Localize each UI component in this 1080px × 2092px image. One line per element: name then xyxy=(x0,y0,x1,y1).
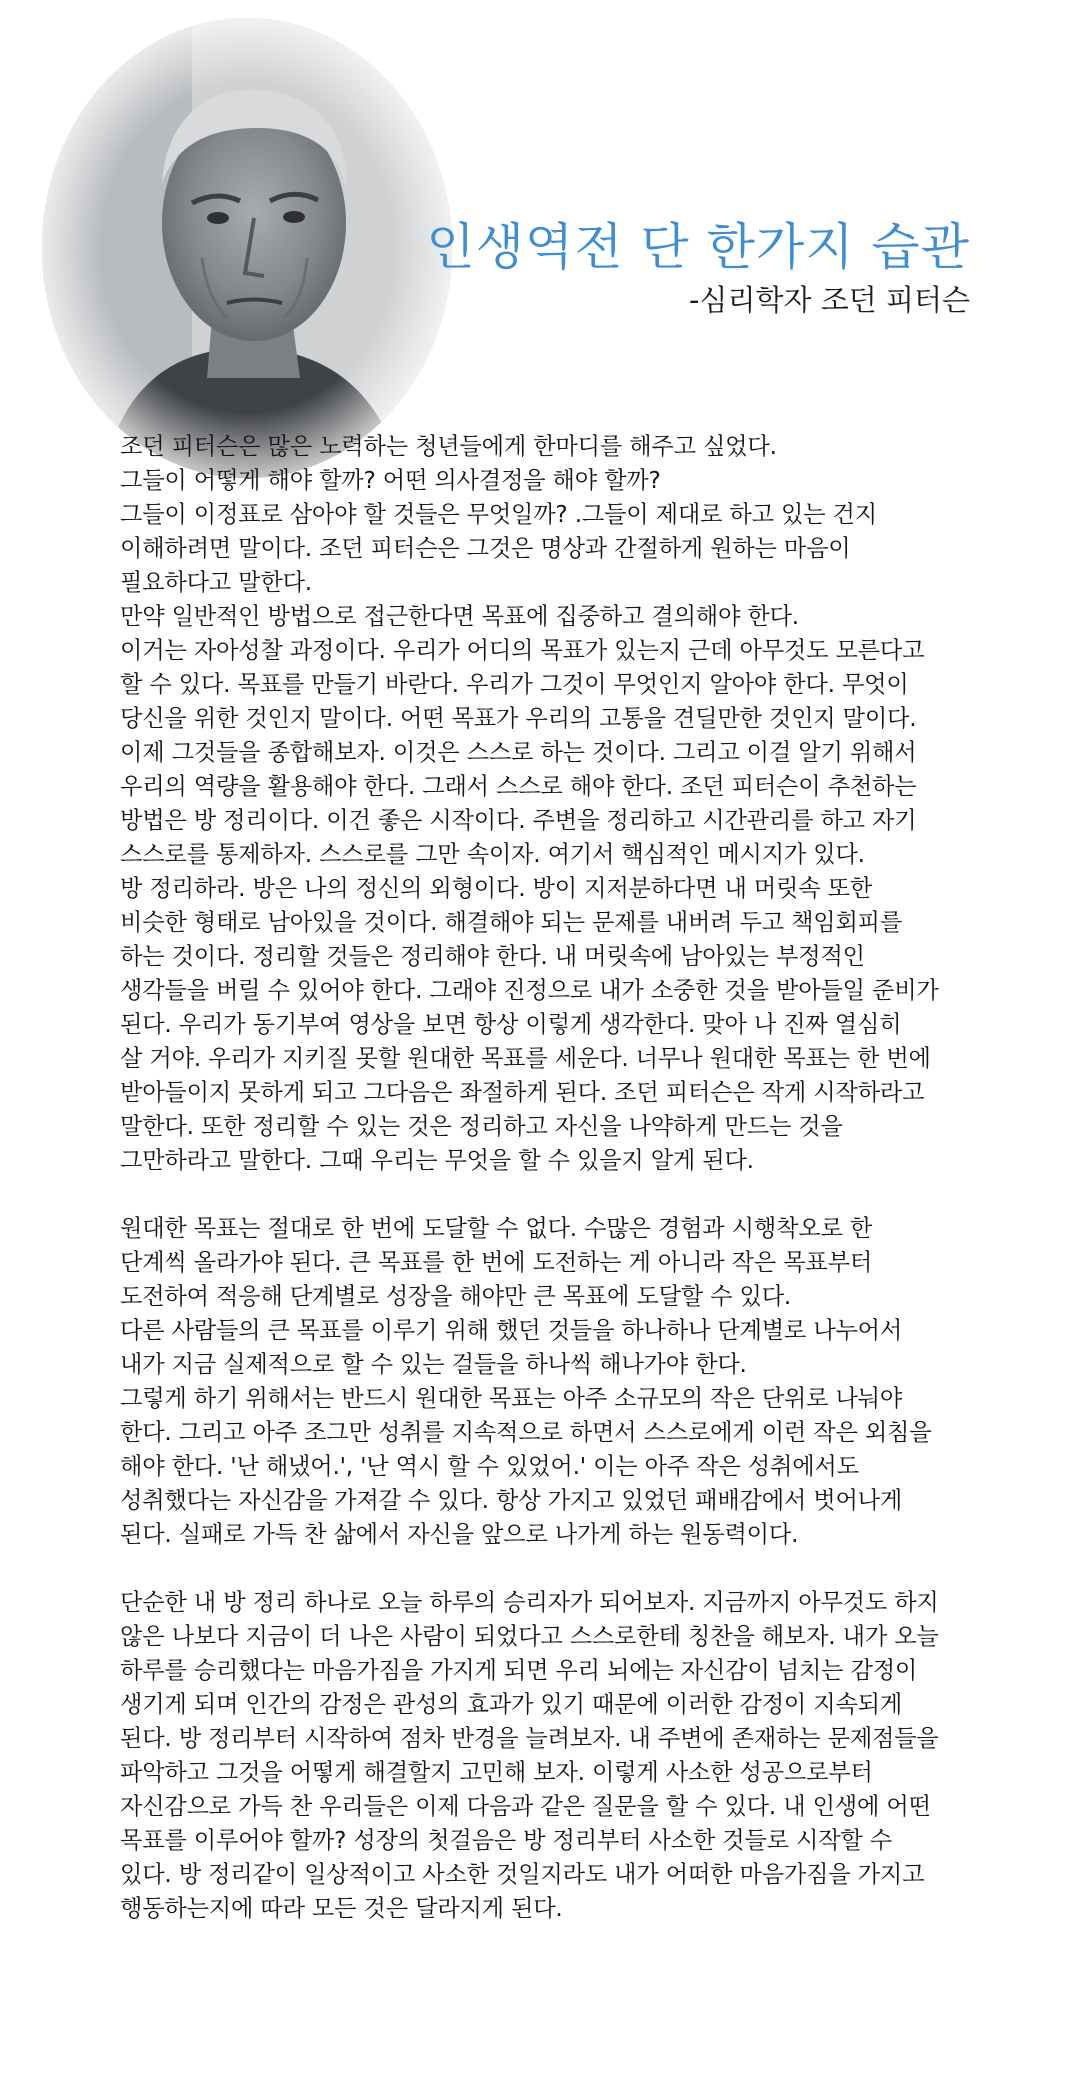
text-line: 하는 것이다. 정리할 것들은 정리해야 한다. 내 머릿속에 남아있는 부정적인 xyxy=(120,943,865,970)
text-line: 그렇게 하기 위해서는 반드시 원대한 목표는 아주 소규모의 작은 단위로 나눠야 xyxy=(120,1385,903,1412)
text-line: 방법은 방 정리이다. 이건 좋은 시작이다. 주변을 정리하고 시간관리를 하고 자기 xyxy=(120,807,917,834)
text-line: 스스로를 통제하자. 스스로를 그만 속이자. 여기서 핵심적인 메시지가 있다. xyxy=(120,841,865,868)
text-line: 이해하려면 말이다. 조던 피터슨은 그것은 명상과 간절하게 원하는 마음이 xyxy=(120,535,851,562)
text-line: 목표를 이루어야 할까? 성장의 첫걸음은 방 정리부터 사소한 것들로 시작할 수 xyxy=(120,1827,892,1854)
paragraph xyxy=(120,1212,1000,1552)
text-line: 우리의 역량을 활용해야 한다. 그래서 스스로 해야 한다. 조던 피터슨이 추천하는 xyxy=(120,773,917,800)
text-line: 단순한 내 방 정리 하나로 오늘 하루의 승리자가 되어보자. 지금까지 아무것도 하지 xyxy=(120,1589,939,1616)
text-line: 살 거야. 우리가 지키질 못할 원대한 목표를 세운다. 너무나 원대한 목표는 한 번에 xyxy=(120,1045,931,1072)
text-line: 그들이 어떻게 해야 할까? 어떤 의사결정을 해야 할까? xyxy=(120,467,661,494)
text-line: 그만하라고 말한다. 그때 우리는 무엇을 할 수 있을지 알게 된다. xyxy=(120,1147,754,1174)
text-line: 이제 그것들을 종합해보자. 이것은 스스로 하는 것이다. 그리고 이걸 알기 위해서 xyxy=(120,739,917,766)
text-line: 방 정리하라. 방은 나의 정신의 외형이다. 방이 지저분하다면 내 머릿속 또한 xyxy=(120,875,873,902)
text-line: 생각들을 버릴 수 있어야 한다. 그래야 진정으로 내가 소중한 것을 받아들일 준비가 xyxy=(120,977,939,1004)
text-line: 필요하다고 말한다. xyxy=(120,569,312,596)
text-line: 한다. 그리고 아주 조그만 성취를 지속적으로 하면서 스스로에게 이런 작은 외침을 xyxy=(120,1419,932,1446)
text-line: 말한다. 또한 정리할 수 있는 것은 정리하고 자신을 나약하게 만드는 것을 xyxy=(120,1113,843,1140)
paragraph xyxy=(120,430,1000,1178)
article-body xyxy=(120,430,1000,1926)
text-line: 하루를 승리했다는 마음가짐을 가지게 되면 우리 뇌에는 자신감이 넘치는 감정이 xyxy=(120,1657,918,1684)
text-line: 도전하여 적응해 단계별로 성장을 해야만 큰 목표에 도달할 수 있다. xyxy=(120,1283,792,1310)
text-line: 이거는 자아성찰 과정이다. 우리가 어디의 목표가 있는지 근데 아무것도 모른다고 xyxy=(120,637,925,664)
page-title: 인생역전 단 한가지 습관 xyxy=(426,218,970,276)
text-line: 원대한 목표는 절대로 한 번에 도달할 수 없다. 수많은 경험과 시행착오로 한 xyxy=(120,1215,873,1242)
text-line: 받아들이지 못하게 되고 그다음은 좌절하게 된다. 조던 피터슨은 작게 시작하라고 xyxy=(120,1079,925,1106)
text-line: 된다. 방 정리부터 시작하여 점차 반경을 늘려보자. 내 주변에 존재하는 문제점들을 xyxy=(120,1725,939,1752)
text-line: 단계씩 올라가야 된다. 큰 목표를 한 번에 도전하는 게 아니라 작은 목표부터 xyxy=(120,1249,873,1276)
paragraph xyxy=(120,1586,1000,1926)
text-line: 성취했다는 자신감을 가져갈 수 있다. 항상 가지고 있었던 패배감에서 벗어나게 xyxy=(120,1487,903,1514)
text-line: 않은 나보다 지금이 더 나은 사람이 되었다고 스스로한테 칭찬을 해보자. 내가 오늘 xyxy=(120,1623,939,1650)
text-line: 된다. 우리가 동기부여 영상을 보면 항상 이렇게 생각한다. 맞아 나 진짜 열심히 xyxy=(120,1011,902,1038)
text-line: 그들이 이정표로 삼아야 할 것들은 무엇일까? .그들이 제대로 하고 있는 건지 xyxy=(120,501,877,528)
text-line: 내가 지금 실제적으로 할 수 있는 걸들을 하나씩 해나가야 한다. xyxy=(120,1351,747,1378)
text-line: 생기게 되며 인간의 감정은 관성의 효과가 있기 때문에 이러한 감정이 지속되게 xyxy=(120,1691,903,1718)
text-line: 파악하고 그것을 어떻게 해결할지 고민해 보자. 이렇게 사소한 성공으로부터 xyxy=(120,1759,873,1786)
text-line: 해야 한다. '난 해냈어.', '난 역시 할 수 있었어.' 이는 아주 작은 성취에서도 xyxy=(120,1453,859,1480)
text-line: 만약 일반적인 방법으로 접근한다면 목표에 집중하고 결의해야 한다. xyxy=(120,603,799,630)
text-line: 자신감으로 가득 찬 우리들은 이제 다음과 같은 질문을 할 수 있다. 내 인생에 어떤 xyxy=(120,1793,931,1820)
text-line: 있다. 방 정리같이 일상적이고 사소한 것일지라도 내가 어떠한 마음가짐을 가지고 xyxy=(120,1861,925,1888)
text-line: 행동하는지에 따라 모든 것은 달라지게 된다. xyxy=(120,1895,563,1922)
portrait-illustration xyxy=(42,18,452,478)
page-subtitle: -심리학자 조던 피터슨 xyxy=(688,283,970,317)
text-line: 할 수 있다. 목표를 만들기 바란다. 우리가 그것이 무엇인지 알아야 한다. 무엇이 xyxy=(120,671,909,698)
portrait-photo xyxy=(42,18,452,478)
text-line: 비슷한 형태로 남아있을 것이다. 해결해야 되는 문제를 내버려 두고 책임회피를 xyxy=(120,909,903,936)
text-line: 조던 피터슨은 많은 노력하는 청년들에게 한마디를 해주고 싶었다. xyxy=(120,433,777,460)
text-line: 다른 사람들의 큰 목표를 이루기 위해 했던 것들을 하나하나 단계별로 나누어서 xyxy=(120,1317,903,1344)
text-line: 당신을 위한 것인지 말이다. 어떤 목표가 우리의 고통을 견딜만한 것인지 말이다. xyxy=(120,705,917,732)
text-line: 된다. 실패로 가득 찬 삶에서 자신을 앞으로 나가게 하는 원동력이다. xyxy=(120,1521,799,1548)
